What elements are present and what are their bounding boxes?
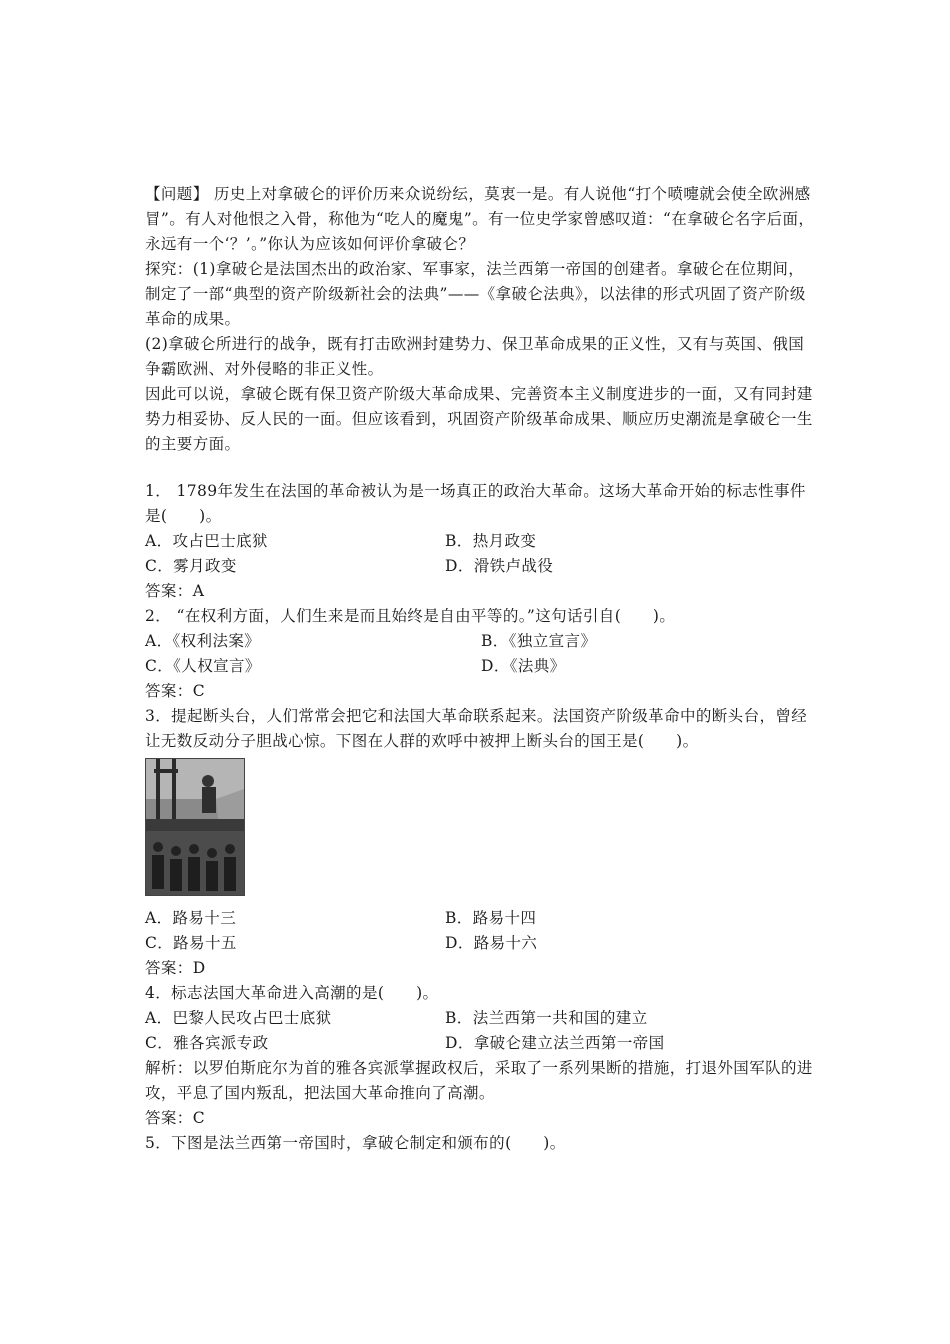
question-4-options-row-1 — [145, 1006, 815, 1031]
intro-explore-2: (2)拿破仑所进行的战争，既有打击欧洲封建势力、保卫革命成果的正义性，又有与英国、俄国争霸欧洲、对外侵略的非正义性。 — [145, 335, 805, 378]
question-1-stem: 1． 1789年发生在法国的革命被认为是一场真正的政治大革命。这场大革命开始的标志性事件是( )。 — [145, 482, 806, 525]
question-2-stem: 2． “在权利方面，人们生来是而且始终是自由平等的。”这句话引自( )。 — [145, 607, 676, 625]
option-b: B．热月政变 — [445, 532, 537, 550]
option-d: D．滑铁卢战役 — [445, 557, 554, 575]
option-c: C．《人权宣言》 — [145, 657, 261, 675]
question-4-options-row-2 — [145, 1031, 815, 1056]
option-b: B．《独立宣言》 — [481, 632, 597, 650]
option-d: D．路易十六 — [445, 934, 538, 952]
option-c: C．雾月政变 — [145, 557, 237, 575]
question-3-options-row-1 — [145, 906, 815, 931]
question-1-answer: 答案：A — [145, 582, 205, 600]
option-d: D．《法典》 — [481, 657, 566, 675]
question-2-options-row-1 — [145, 629, 815, 654]
question-1-options-row-1 — [145, 529, 815, 554]
guillotine-engraving-illustration — [146, 759, 244, 895]
guillotine-engraving-image — [145, 758, 245, 896]
option-a: A．巴黎人民攻占巴士底狱 — [145, 1009, 332, 1027]
question-5-stem: 5．下图是法兰西第一帝国时，拿破仑制定和颁布的( )。 — [145, 1134, 566, 1152]
question-4-analysis: 解析：以罗伯斯庇尔为首的雅各宾派掌握政权后，采取了一系列果断的措施，打退外国军队的进攻，平息了国内叛乱，把法国大革命推向了高潮。 — [145, 1059, 813, 1102]
question-4-stem: 4．标志法国大革命进入高潮的是( )。 — [145, 984, 439, 1002]
document-page — [145, 182, 815, 1156]
question-3-answer: 答案：D — [145, 959, 206, 977]
question-3-options-row-2 — [145, 931, 815, 956]
option-a: A．攻占巴士底狱 — [145, 532, 268, 550]
option-b: B．法兰西第一共和国的建立 — [445, 1009, 648, 1027]
option-d: D．拿破仑建立法兰西第一帝国 — [445, 1034, 665, 1052]
question-3-stem: 3．提起断头台，人们常常会把它和法国大革命联系起来。法国资产阶级革命中的断头台，曾经让无数反动分子胆战心惊。下图在人群的欢呼中被押上断头台的国王是( )。 — [145, 707, 808, 750]
option-c: C．路易十五 — [145, 934, 237, 952]
question-4-answer: 答案：C — [145, 1109, 205, 1127]
intro-question: 【问题】 历史上对拿破仑的评价历来众说纷纭，莫衷一是。有人说他“打个喷嚏就会使全欧洲感冒”。有人对他恨之入骨，称他为“吃人的魔鬼”。有一位史学家曾感叹道：“在拿破仑名字后面，永远有一个‘？’。”你认为应该如何评价拿破仑？ — [145, 185, 815, 253]
option-a: A．路易十三 — [145, 909, 237, 927]
option-a: A．《权利法案》 — [145, 632, 261, 650]
intro-conclusion: 因此可以说，拿破仑既有保卫资产阶级大革命成果、完善资本主义制度进步的一面，又有同封建势力相妥协、反人民的一面。但应该看到，巩固资产阶级革命成果、顺应历史潮流是拿破仑一生的主要方面。 — [145, 385, 813, 453]
option-b: B．路易十四 — [445, 909, 537, 927]
intro-explore-1: 探究：(1)拿破仑是法国杰出的政治家、军事家，法兰西第一帝国的创建者。拿破仑在位期间，制定了一部“典型的资产阶级新社会的法典”——《拿破仑法典》，以法律的形式巩固了资产阶级革命的成果。 — [145, 260, 806, 328]
question-2-answer: 答案：C — [145, 682, 205, 700]
question-1-options-row-2 — [145, 554, 815, 579]
option-c: C．雅各宾派专政 — [145, 1034, 269, 1052]
question-2-options-row-2 — [145, 654, 815, 679]
